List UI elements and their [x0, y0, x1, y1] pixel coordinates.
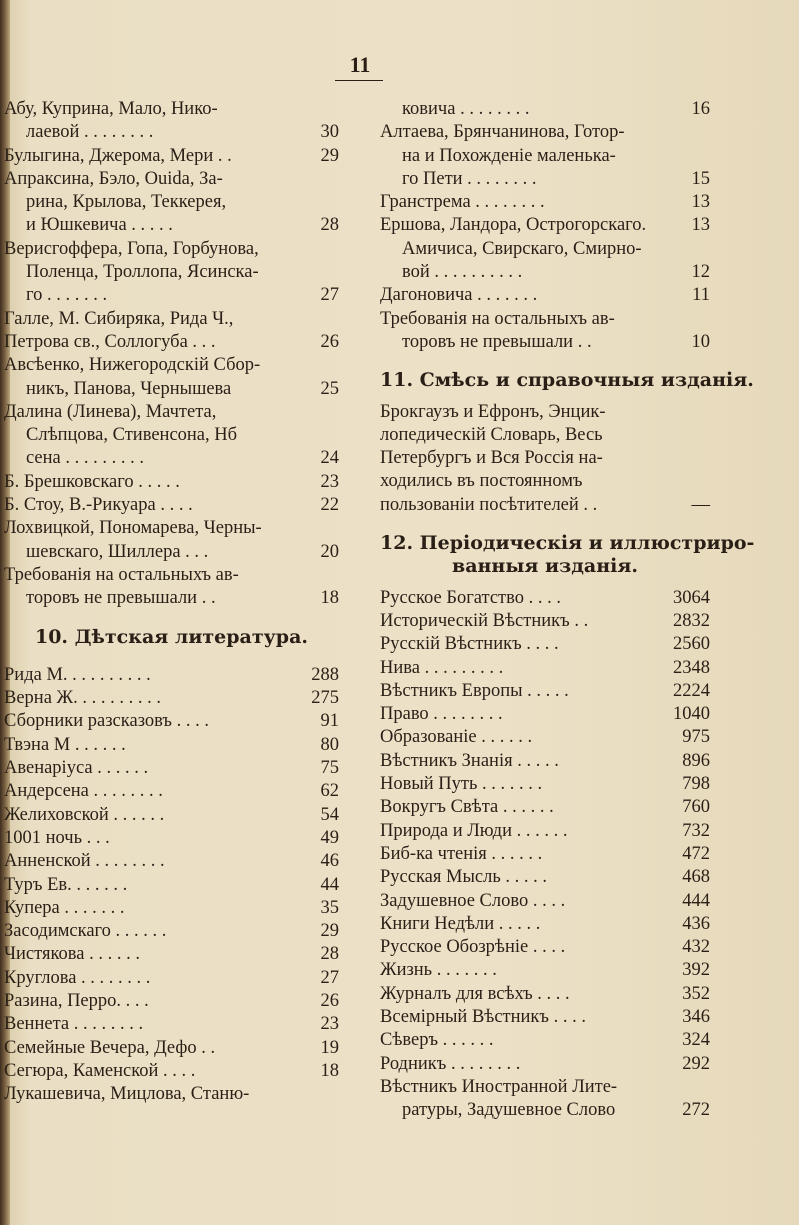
list-item	[380, 773, 710, 796]
list-item	[380, 936, 710, 959]
list-item	[380, 913, 710, 936]
entry-text: Книги Недѣли . . . . .	[380, 913, 541, 934]
list-item	[4, 990, 339, 1013]
entry-count: 352	[682, 983, 710, 1004]
entry-count: 12	[691, 262, 710, 283]
entry-text: Рида М. . . . . . . . . .	[4, 664, 151, 685]
entry-count: 275	[311, 688, 339, 709]
entry-count: 732	[682, 820, 710, 841]
entry-text: Ершова, Ландора, Острогорскаго.	[380, 215, 647, 236]
entry-count: 468	[682, 867, 710, 888]
entry-count: 1040	[673, 704, 710, 725]
list-item	[380, 447, 710, 470]
entry-text: Вѣстникъ Иностранной Лите-	[380, 1076, 618, 1097]
list-item	[380, 214, 710, 237]
entry-count: 46	[320, 851, 339, 872]
entry-count: 760	[682, 797, 710, 818]
entry-count: 324	[682, 1030, 710, 1051]
list-item	[4, 284, 339, 307]
entry-count: 2560	[673, 634, 710, 655]
entry-text: Алтаева, Брянчанинова, Готор-	[380, 122, 625, 143]
list-item	[380, 1053, 710, 1076]
entry-count: 91	[320, 711, 339, 732]
entry-count: 2224	[673, 680, 710, 701]
entry-text: Историческій Вѣстникъ . .	[380, 610, 589, 631]
entry-text: Лохвицкой, Пономарева, Черны-	[4, 518, 262, 539]
entry-text: лопедическій Словарь, Весь	[380, 424, 603, 445]
entry-text: Апраксина, Бэло, Ouida, За-	[4, 168, 223, 189]
list-item	[380, 1099, 710, 1122]
list-item	[380, 238, 710, 261]
entry-count: 29	[320, 921, 339, 942]
list-item	[380, 261, 710, 284]
entry-text: Далина (Линева), Мачтета,	[4, 401, 217, 422]
entry-text: шевскаго, Шиллера . . .	[26, 541, 209, 562]
entry-count: 798	[682, 774, 710, 795]
list-item	[380, 983, 710, 1006]
entry-count: 2832	[673, 610, 710, 631]
list-item	[380, 959, 710, 982]
list-item	[380, 401, 710, 424]
list-item	[380, 424, 710, 447]
list-item	[4, 757, 339, 780]
entry-count: 35	[320, 897, 339, 918]
entry-text: Засодимскаго . . . . . .	[4, 921, 167, 942]
list-item	[4, 780, 339, 803]
entry-text: Семейные Вечера, Дефо . .	[4, 1037, 216, 1058]
list-item	[380, 98, 710, 121]
list-item	[4, 331, 339, 354]
entry-count: 28	[320, 944, 339, 965]
entry-count: 80	[320, 734, 339, 755]
entry-text: ходились въ постоянномъ	[380, 471, 583, 492]
list-item	[4, 734, 339, 757]
entry-text: лаевой . . . . . . . .	[26, 122, 154, 143]
list-item	[4, 121, 339, 144]
entry-text: Русскій Вѣстникъ . . . .	[380, 634, 559, 655]
entry-text: Веннета . . . . . . . .	[4, 1014, 144, 1035]
list-item	[4, 827, 339, 850]
entry-count: 288	[311, 664, 339, 685]
entry-count: 18	[320, 1060, 339, 1081]
list-item	[4, 168, 339, 191]
entry-text: Новый Путь . . . . . . .	[380, 774, 543, 795]
list-item	[380, 866, 710, 889]
entry-count: 27	[320, 967, 339, 988]
entry-count: 49	[320, 827, 339, 848]
entry-text: Б. Стоу, В.-Рикуара . . . .	[4, 495, 193, 516]
entry-count: 26	[320, 331, 339, 352]
entry-text: Петербургъ и Вся Россія на-	[380, 448, 603, 469]
entry-text: Авенаріуса . . . . . .	[4, 758, 149, 779]
entry-count: 25	[320, 378, 339, 399]
list-item	[4, 191, 339, 214]
entry-count: 11	[692, 285, 710, 306]
entry-count: 975	[682, 727, 710, 748]
list-item	[4, 517, 339, 540]
entry-count: 16	[691, 99, 710, 119]
entry-text: Купера . . . . . . .	[4, 897, 125, 918]
list-item	[4, 238, 339, 261]
list-item	[4, 145, 339, 168]
entry-text: Природа и Люди . . . . . .	[380, 820, 568, 841]
entry-text: и Юшкевича . . . . .	[26, 215, 173, 236]
entry-count: 896	[682, 750, 710, 771]
list-item	[380, 121, 710, 144]
list-item	[380, 308, 710, 331]
list-item	[380, 610, 710, 633]
list-item	[4, 308, 339, 331]
entry-text: торовъ не превышали . .	[402, 331, 592, 352]
list-item	[4, 920, 339, 943]
entry-count: 62	[320, 781, 339, 802]
entry-text: Андерсена . . . . . . . .	[4, 781, 163, 802]
list-item	[380, 820, 710, 843]
entry-count: 22	[320, 495, 339, 516]
entry-text: Авсѣенко, Нижегородскій Сбор-	[4, 355, 261, 376]
entry-text: Слѣпцова, Стивенсона, Нб	[26, 425, 238, 446]
entry-text: Булыгина, Джерома, Мери . .	[4, 145, 232, 166]
entry-text: Русское Богатство . . . .	[380, 587, 561, 608]
list-item	[4, 804, 339, 827]
list-item	[380, 331, 710, 354]
entry-text: Журналъ для всѣхъ . . . .	[380, 983, 570, 1004]
list-item	[380, 680, 710, 703]
entry-text: Родникъ . . . . . . . .	[380, 1053, 521, 1074]
list-item	[380, 726, 710, 749]
entry-text: на и Похожденіе маленька-	[402, 145, 616, 166]
entry-count: 272	[682, 1100, 710, 1121]
list-item	[4, 424, 339, 447]
entry-text: Жизнь . . . . . . .	[380, 960, 497, 981]
right-column	[380, 98, 755, 1122]
list-item	[380, 587, 710, 610]
entry-count: 2348	[673, 657, 710, 678]
entry-count: 29	[320, 145, 339, 166]
entry-count: 23	[320, 1014, 339, 1035]
entry-text: Вѣстникъ Знанія . . . . .	[380, 750, 559, 771]
entry-text: Задушевное Слово . . . .	[380, 890, 566, 911]
entry-count: 44	[320, 874, 339, 895]
entry-count: 392	[682, 960, 710, 981]
entry-text: Чистякова . . . . . .	[4, 944, 140, 965]
entry-text: Желиховской . . . . . .	[4, 804, 165, 825]
section-heading-periodicals: 12. Періодическія и иллюстриро-	[380, 532, 755, 555]
entry-text: го . . . . . . .	[26, 285, 108, 306]
list-item	[380, 191, 710, 214]
list-item	[4, 710, 339, 733]
entry-count: 20	[320, 541, 339, 562]
entry-count: 15	[691, 168, 710, 189]
list-item	[380, 168, 710, 191]
list-item	[380, 1076, 710, 1099]
list-item	[4, 541, 339, 564]
list-item	[4, 401, 339, 424]
list-item	[4, 494, 339, 517]
list-item	[4, 354, 339, 377]
entry-text: Амичиса, Свирскаго, Смирно-	[402, 238, 642, 259]
entry-text: Биб-ка чтенія . . . . . .	[380, 843, 543, 864]
entry-count: 3064	[673, 587, 710, 608]
entry-text: Русская Мысль . . . . .	[380, 867, 548, 888]
entry-text: Галле, М. Сибиряка, Рида Ч.,	[4, 308, 234, 329]
list-item	[4, 447, 339, 470]
entry-text: сена . . . . . . . . .	[26, 448, 145, 469]
entry-count: 30	[320, 122, 339, 143]
entry-count: 13	[691, 215, 710, 236]
list-item	[4, 664, 339, 687]
list-item	[380, 633, 710, 656]
list-item	[380, 796, 710, 819]
entry-text: ковича . . . . . . . .	[402, 99, 530, 119]
list-item	[4, 874, 339, 897]
entry-count: 27	[320, 285, 339, 306]
list-item	[4, 261, 339, 284]
entry-count: 346	[682, 1006, 710, 1027]
entry-text: Вокругъ Свѣта . . . . . .	[380, 797, 554, 818]
entry-text: Сборники разсказовъ . . . .	[4, 711, 209, 732]
entry-text: Твэна М . . . . . .	[4, 734, 126, 755]
list-childrens-continued	[380, 98, 710, 354]
entry-text: Анненской . . . . . . . .	[4, 851, 165, 872]
entry-count: 54	[320, 804, 339, 825]
list-reference	[380, 401, 710, 517]
entry-text: Русское Обозрѣніе . . . .	[380, 937, 566, 958]
entry-text: Разина, Перро. . . .	[4, 990, 149, 1011]
entry-text: Лукашевича, Мицлова, Станю-	[4, 1084, 250, 1105]
entry-text: Брокгаузъ и Ефронъ, Энцик-	[380, 401, 606, 422]
entry-text: Поленца, Троллопа, Ясинска-	[26, 262, 259, 283]
section-heading-childrens-literature: 10. Дѣтская литература.	[34, 625, 309, 648]
entry-text: Дагоновича . . . . . . .	[380, 285, 538, 306]
list-item	[4, 897, 339, 920]
list-item	[380, 657, 710, 680]
list-item	[380, 494, 710, 517]
list-item	[380, 284, 710, 307]
page-number-rule	[335, 80, 383, 81]
section-heading-reference: 11. Смѣсь и справочныя изданія.	[380, 369, 754, 392]
entry-text: Б. Брешковскаго . . . . .	[4, 471, 180, 492]
list-item	[380, 470, 710, 493]
entry-text: го Пети . . . . . . . .	[402, 168, 537, 189]
entry-count: 472	[682, 843, 710, 864]
entry-count: 13	[691, 192, 710, 213]
list-item	[380, 1029, 710, 1052]
entry-count: 23	[320, 471, 339, 492]
list-item	[4, 564, 339, 587]
entry-count: 28	[320, 215, 339, 236]
list-item	[380, 703, 710, 726]
left-column	[4, 98, 339, 1106]
list-item	[4, 967, 339, 990]
list-item	[4, 1013, 339, 1036]
entry-text: Требованія на остальныхъ ав-	[380, 308, 615, 329]
entry-text: Петрова св., Соллогуба . . .	[4, 331, 216, 352]
entry-text: Требованія на остальныхъ ав-	[4, 564, 239, 585]
entry-text: Абу, Куприна, Мало, Нико-	[4, 99, 218, 119]
entry-text: Сѣверъ . . . . . .	[380, 1030, 494, 1051]
page-number: 11	[349, 52, 371, 77]
entry-text: Нива . . . . . . . . .	[380, 657, 504, 678]
entry-count: 75	[320, 758, 339, 779]
entry-count: 432	[682, 937, 710, 958]
entry-text: Всемірный Вѣстникъ . . . .	[380, 1006, 586, 1027]
entry-count: 26	[320, 990, 339, 1011]
entry-text: 1001 ночь . . .	[4, 827, 110, 848]
list-item	[380, 890, 710, 913]
list-fiction-continued	[4, 98, 339, 611]
entry-text: пользованіи посѣтителей . .	[380, 494, 598, 515]
entry-count: 444	[682, 890, 710, 911]
entry-count: 19	[320, 1037, 339, 1058]
entry-text: торовъ не превышали . .	[26, 588, 216, 609]
entry-count: 18	[320, 588, 339, 609]
list-item	[4, 1037, 339, 1060]
list-item	[4, 1060, 339, 1083]
entry-text: Образованіе . . . . . .	[380, 727, 533, 748]
list-periodicals	[380, 587, 710, 1123]
entry-text: Сегюра, Каменской . . . .	[4, 1060, 196, 1081]
entry-count: 10	[691, 331, 710, 352]
entry-count: 292	[682, 1053, 710, 1074]
list-item	[4, 587, 339, 610]
entry-count: —	[691, 494, 710, 515]
entry-text: Верисгоффера, Гопа, Горбунова,	[4, 238, 259, 259]
list-childrens-literature	[4, 664, 339, 1107]
list-item	[4, 943, 339, 966]
entry-text: Гранстрема . . . . . . . .	[380, 192, 545, 213]
list-item	[380, 1006, 710, 1029]
list-item	[4, 378, 339, 401]
list-item	[380, 145, 710, 168]
entry-text: Круглова . . . . . . . .	[4, 967, 151, 988]
entry-text: ратуры, Задушевное Слово	[402, 1100, 616, 1121]
entry-text: никъ, Панова, Чернышева	[26, 378, 232, 399]
entry-text: рина, Крылова, Теккерея,	[26, 192, 227, 213]
list-item	[4, 214, 339, 237]
list-item	[380, 843, 710, 866]
section-heading-periodicals-cont: ванныя изданія.	[452, 555, 638, 578]
list-item	[4, 850, 339, 873]
list-item	[380, 750, 710, 773]
entry-count: 436	[682, 913, 710, 934]
list-item	[4, 1083, 339, 1106]
entry-text: Верна Ж. . . . . . . . . .	[4, 688, 161, 709]
entry-text: Право . . . . . . . .	[380, 704, 503, 725]
entry-text: Вѣстникъ Европы . . . . .	[380, 680, 569, 701]
entry-text: Туръ Ев. . . . . . .	[4, 874, 128, 895]
list-item	[4, 687, 339, 710]
entry-count: 24	[320, 448, 339, 469]
entry-text: вой . . . . . . . . . .	[402, 262, 523, 283]
list-item	[4, 471, 339, 494]
list-item	[4, 98, 339, 121]
